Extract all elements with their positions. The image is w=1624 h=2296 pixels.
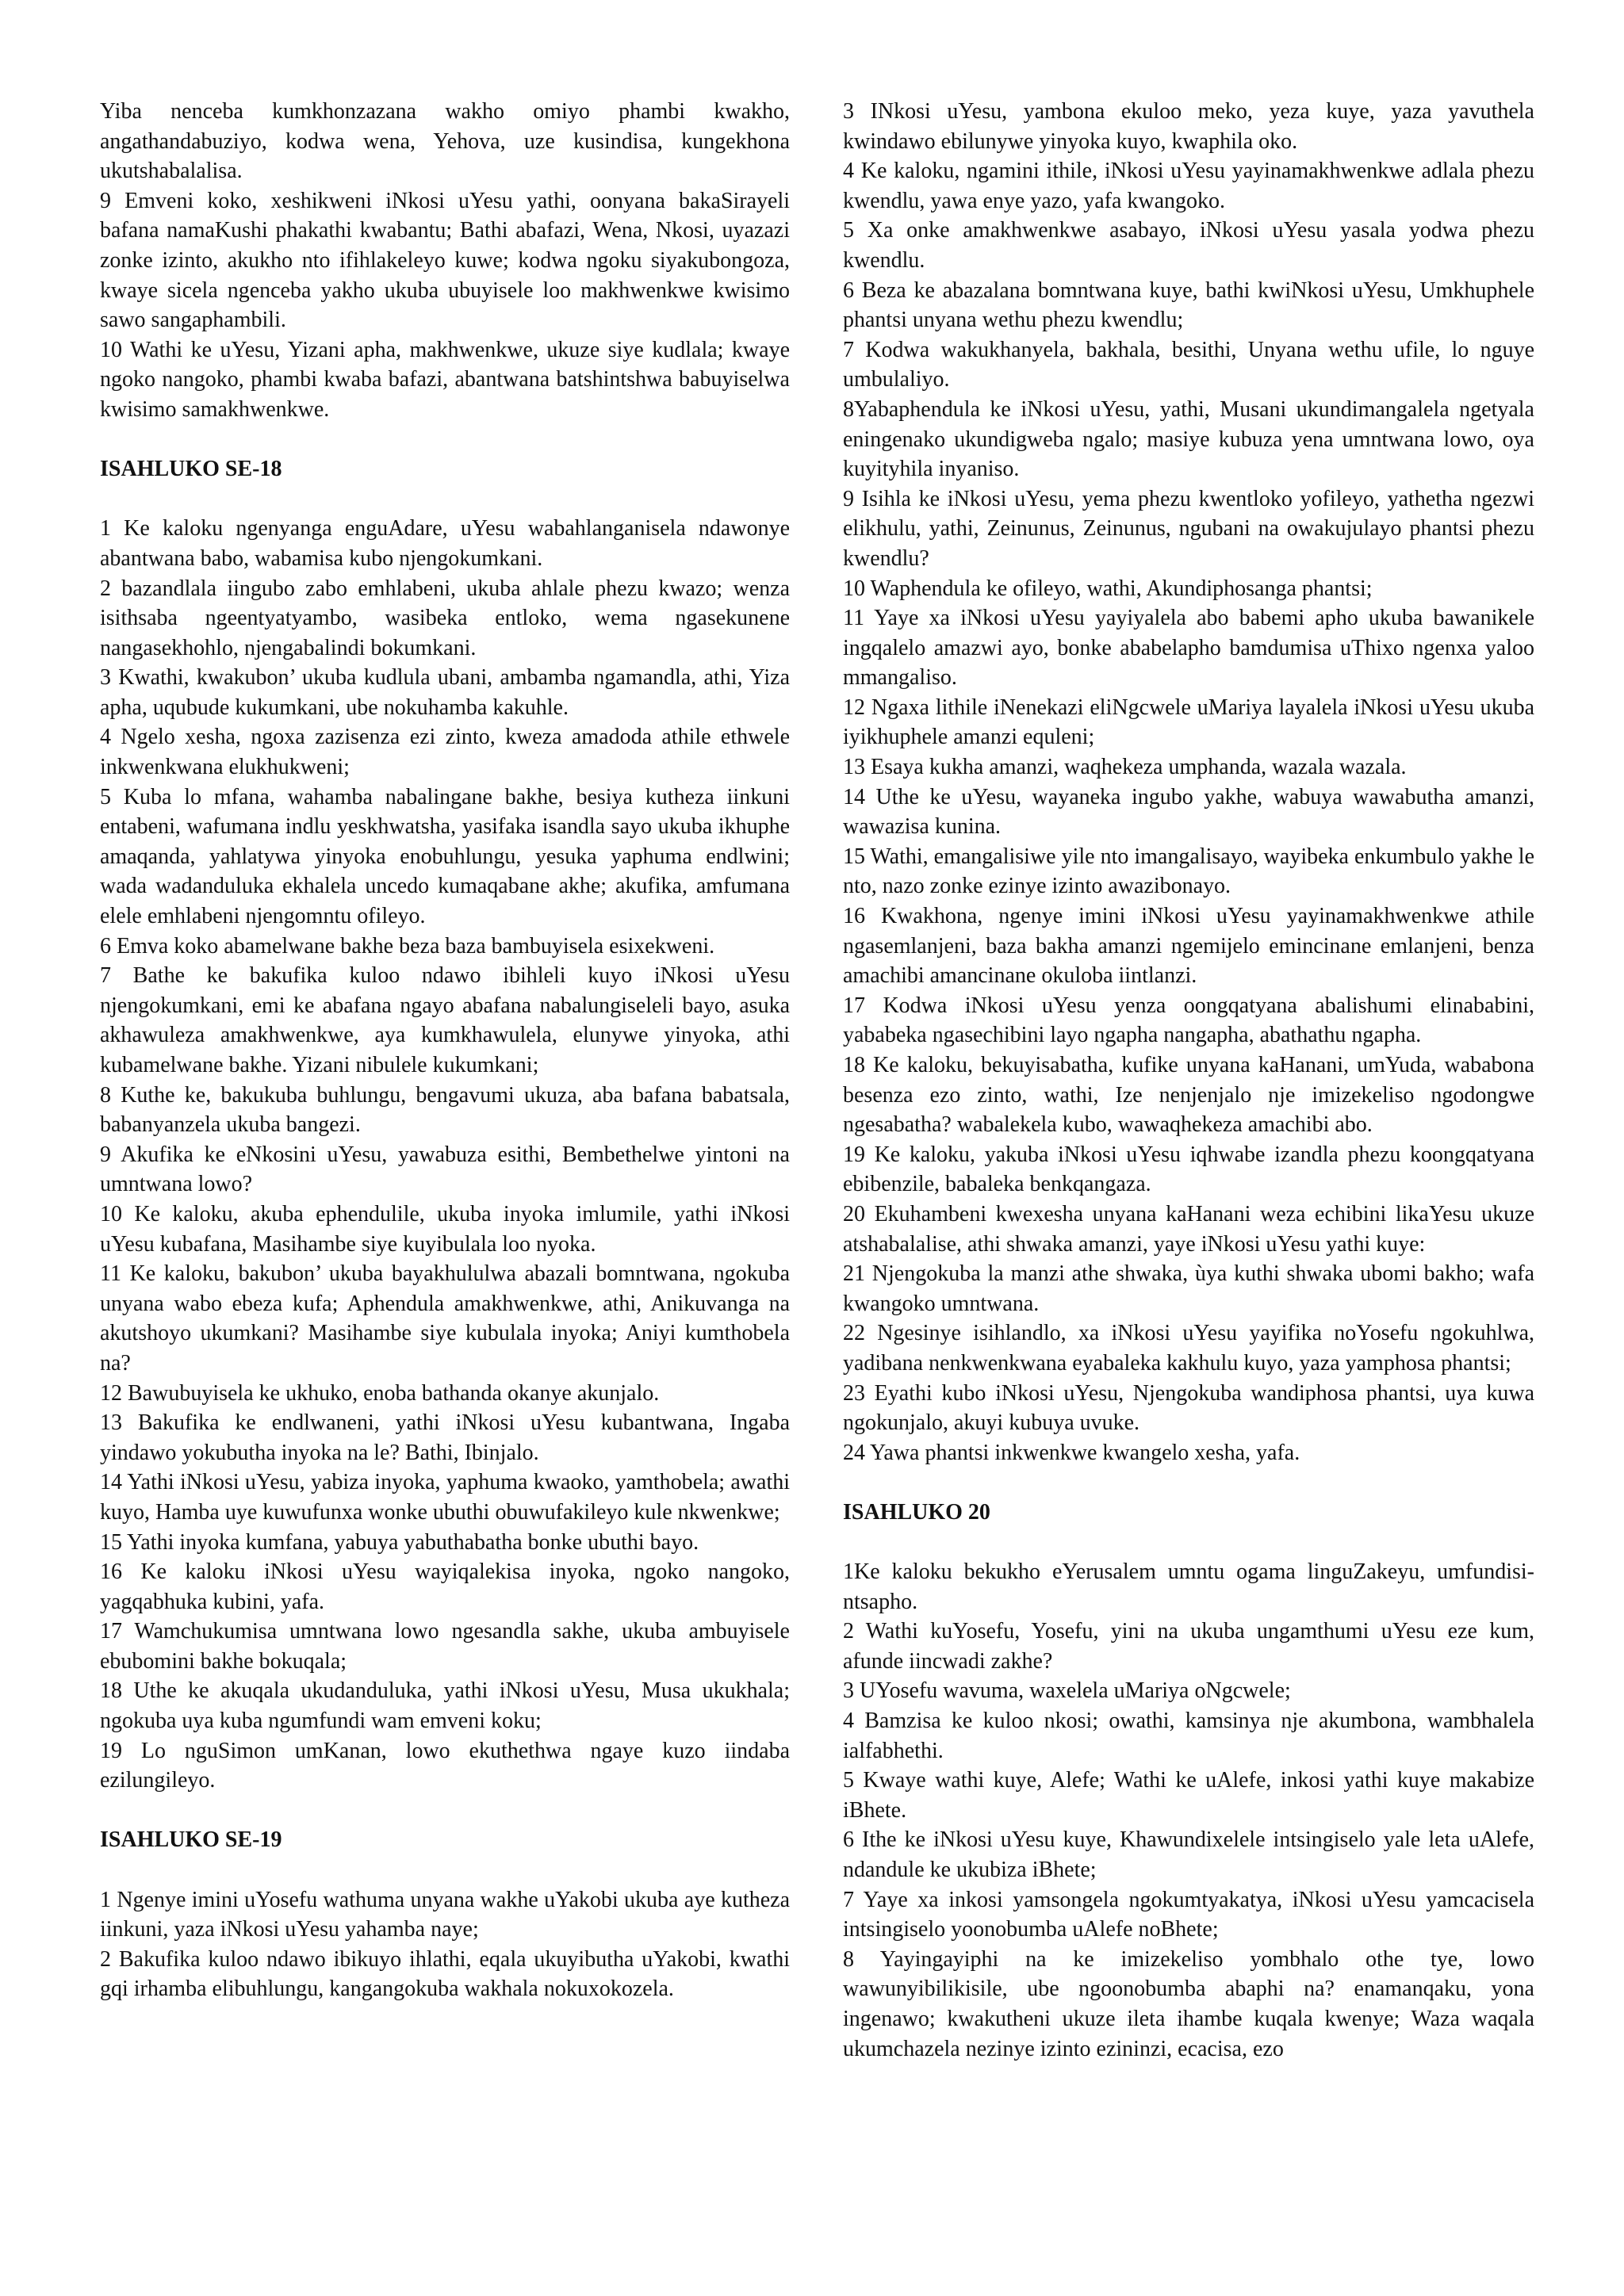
verse: 14 Yathi iNkosi uYesu, yabiza inyoka, yaphuma kwaoko, yamthobela; awathi kuyo, Hamba uye kuwufunxa wonke ubuthi obuwufakileyo kule nkwenkwe; <box>100 1470 790 1525</box>
verse: 6 Emva koko abamelwane bakhe beza baza bambuyisela esixekweni. <box>100 933 715 959</box>
verse: 8 Kuthe ke, bakukuba buhlungu, bengavumi ukuza, aba bafana babatsala, babanyanzela ukuba bangezi. <box>100 1082 790 1138</box>
verse: 8 Yayingayiphi na ke imizekeliso yombhalo othe tye, lowo wawunyibilikisile, ube ngoonobumba abaphi na? enamanqaku, yona ingenawo; kwakutheni ukuze ileta ihambe kuqala kwenye; Waza waqala ukumchazela nezinye izinto ezininzi, ecacisa, ezo <box>843 1946 1534 2061</box>
right-column <box>843 97 1534 2064</box>
verse: 19 Lo nguSimon umKanan, lowo ekuthethwa ngaye kuzo iindaba ezilungileyo. <box>100 1738 790 1793</box>
verse: 17 Kodwa iNkosi uYesu yenza oongqatyana abalishumi elinababini, yababeka ngasechibini layo ngapha nangapha, abathathu ngapha. <box>843 993 1534 1048</box>
verse: 19 Ke kaloku, yakuba iNkosi uYesu iqhwabe izandla phezu koongqatyana ebibenzile, babaleka benkqangaza. <box>843 1142 1534 1197</box>
verse: 6 Beza ke abazalana bomntwana kuye, bathi kwiNkosi uYesu, Umkhuphele phantsi unyana wethu phezu kwendlu; <box>843 277 1534 333</box>
verse: 4 Ke kaloku, ngamini ithile, iNkosi uYesu yayinamakhwenkwe adlala phezu kwendlu, yawa enye yazo, yafa kwangoko. <box>843 159 1534 213</box>
verse: 13 Esaya kukha amanzi, waqhekeza umphanda, wazala wazala. <box>843 755 1407 780</box>
verse: 3 INkosi uYesu, yambona ekuloo meko, yeza kuye, yaza yavuthela kwindawo ebilunywe yinyoka kuyo, kwaphila oko. <box>843 99 1534 154</box>
verse: 7 Bathe ke bakufika kuloo ndawo ibihleli kuyo iNkosi uYesu njengokumkani, emi ke abafana ngayo abafana nabalungiseleli bayo, asuka akhawuleza amakhwenkwe, aya kumkhawulela, elunywe yinyoka, athi kubamelwane bakhe. Yizani nibulele kukumkani; <box>100 963 790 1077</box>
verse: 11 Yaye xa iNkosi uYesu yayiyalela abo babemi apho ukuba bawanikele ingqalelo amazwi ayo, bonke ababelapho bamdumisa uThixo ngenxa yaloo mmangaliso. <box>843 606 1534 691</box>
verse: 7 Kodwa wakukhanyela, bakhala, besithi, Unyana wethu ufile, lo nguye umbulaliyo. <box>843 337 1534 392</box>
verse: 4 Ngelo xesha, ngoxa zazisenza ezi zinto, kweza amadoda athile ethwele inkwenkwana elukhukweni; <box>100 725 790 780</box>
chapter-heading: ISAHLUKO 20 <box>843 1499 990 1525</box>
verse: 9 Akufika ke eNkosini uYesu, yawabuza esithi, Bembethelwe yintoni na umntwana lowo? <box>100 1142 790 1197</box>
verse: 5 Kuba lo mfana, wahamba nabalingane bakhe, besiya kutheza iinkuni entabeni, wafumana indlu yeskhwatsha, yasifaka isandla sayo ukuba ikhuphe amaqanda, yahlatywa yinyoka enobuhlungu, yesuka yaphuma endlwini; wada wadanduluka ekhalela uncedo kumaqabane akhe; akufika, amfumana elele emhlabeni njengomntu ofileyo. <box>100 784 790 929</box>
verse: 22 Ngesinye isihlandlo, xa iNkosi uYesu yayifika noYosefu ngokuhlwa, yadibana nenkwenkwana eyabaleka kakhulu kuyo, yaza yamphosa phantsi; <box>843 1321 1534 1376</box>
verse: 6 Ithe ke iNkosi uYesu kuye, Khawundixelele intsingiselo yale leta uAlefe, ndandule ke ukubiza iBhete; <box>843 1827 1534 1883</box>
paragraph: 10 Wathi ke uYesu, Yizani apha, makhwenkwe, ukuze siye kudlala; kwaye ngoko nangoko, phambi kwaba bafazi, abantwana batshintshwa babuyiselwa kwisimo samakhwenkwe. <box>100 337 790 422</box>
verse: 3 Kwathi, kwakubon’ ukuba kudlula ubani, ambamba ngamandla, athi, Yiza apha, uqubude kukumkani, ube nokuhamba kakuhle. <box>100 665 790 720</box>
verse: 1Ke kaloku bekukho eYerusalem umntu ogama linguZakeyu, umfundisi-ntsapho. <box>843 1559 1534 1614</box>
verse: 10 Waphendula ke ofileyo, wathi, Akundiphosanga phantsi; <box>843 576 1373 601</box>
verse: 2 bazandlala iingubo zabo emhlabeni, ukuba ahlale phezu kwazo; wenza isithsaba ngeentyatyambo, wasibeka entloko, wema ngasekunene nangasekhohlo, njengabalindi bokumkani. <box>100 576 790 660</box>
verse: 14 Uthe ke uYesu, wayaneka ingubo yakhe, wabuya wawabutha amanzi, wawazisa kunina. <box>843 784 1534 840</box>
verse: 1 Ke kaloku ngenyanga enguAdare, uYesu wabahlanganisela ndawonye abantwana babo, wabamisa kubo njengokumkani. <box>100 516 790 571</box>
verse: 12 Bawubuyisela ke ukhuko, enoba bathanda okanye akunjalo. <box>100 1380 660 1406</box>
verse: 18 Ke kaloku, bekuyisabatha, kufike unyana kaHanani, umYuda, wababona besenza ezo zinto, wathi, Ize nenjenjalo nje imizekeliso ngodongwe ngesabatha? wabalekela kubo, wawaqhekeza amachibi abo. <box>843 1053 1534 1138</box>
verse: 23 Eyathi kubo iNkosi uYesu, Njengokuba wandiphosa phantsi, uya kuwa ngokunjalo, akuyi kubuya uvuke. <box>843 1380 1534 1436</box>
verse: 17 Wamchukumisa umntwana lowo ngesandla sakhe, ukuba ambuyisele ebubomini bakhe bokuqala; <box>100 1619 790 1674</box>
verse: 5 Xa onke amakhwenkwe asabayo, iNkosi uYesu yasala yodwa phezu kwendlu. <box>843 218 1534 273</box>
left-column <box>100 97 790 2004</box>
verse: 3 UYosefu wavuma, waxelela uMariya oNgcwele; <box>843 1678 1291 1704</box>
verse: 8Yabaphendula ke iNkosi uYesu, yathi, Musani ukundimangalela ngetyala eningenako ukundigweba ngalo; masiye kubuza yena umntwana lowo, oya kuyityhila inyaniso. <box>843 396 1534 482</box>
verse: 1 Ngenye imini uYosefu wathuma unyana wakhe uYakobi ukuba aye kutheza iinkuni, yaza iNkosi uYesu yahamba naye; <box>100 1887 790 1942</box>
verse: 20 Ekuhambeni kwexesha unyana kaHanani weza echibini likaYesu ukuze atshabalalise, athi shwaka amanzi, yaye iNkosi uYesu yathi kuye: <box>843 1201 1534 1257</box>
verse: 10 Ke kaloku, akuba ephendulile, ukuba inyoka imlumile, yathi iNkosi uYesu kubafana, Masihambe siye kuyibulala loo nyoka. <box>100 1201 790 1257</box>
verse: 24 Yawa phantsi inkwenkwe kwangelo xesha, yafa. <box>843 1440 1300 1465</box>
verse: 21 Njengokuba la manzi athe shwaka, ùya kuthi shwaka ubomi bakho; wafa kwangoko umntwana. <box>843 1261 1534 1316</box>
verse: 2 Wathi kuYosefu, Yosefu, yini na ukuba ungamthumi uYesu eze kum, afunde iincwadi zakhe? <box>843 1619 1534 1674</box>
verse: 18 Uthe ke akuqala ukudanduluka, yathi iNkosi uYesu, Musa ukukhala; ngokuba uya kuba ngumfundi wam emveni koku; <box>100 1678 790 1734</box>
verse: 11 Ke kaloku, bakubon’ ukuba bayakhululwa abazali bomntwana, ngokuba unyana wabo ebeza kufa; Aphendula amakhwenkwe, athi, Anikuvanga na akutshoyo ukumkani? Masihambe siye kubulala inyoka; Aniyi kumthobela na? <box>100 1261 790 1376</box>
verse: 15 Yathi inyoka kumfana, yabuya yabuthabatha bonke ubuthi bayo. <box>100 1529 699 1555</box>
paragraph: 9 Emveni koko, xeshikweni iNkosi uYesu yathi, oonyana bakaSirayeli bafana namaKushi phakathi kwabantu; Bathi abafazi, Wena, Nkosi, uyazazi zonke izinto, akukho nto ifihlakeleyo kuwe; kodwa ngoku siyakubongoza, kwaye sicela ngenceba yakho ukuba ubuyisele loo makhwenkwe kwisimo sawo sangaphambili. <box>100 188 790 333</box>
verse: 4 Bamzisa ke kuloo nkosi; owathi, kamsinya nje akumbona, wambhalela ialfabhethi. <box>843 1709 1534 1763</box>
chapter-heading: ISAHLUKO SE-18 <box>100 457 282 482</box>
verse: 13 Bakufika ke endlwaneni, yathi iNkosi uYesu kubantwana, Ingaba yindawo yokubutha inyoka na le? Bathi, Ibinjalo. <box>100 1410 790 1465</box>
paragraph: Yiba nenceba kumkhonzazana wakho omiyo phambi kwakho, angathandabuziyo, kodwa wena, Yehova, uze kusindisa, kungekhona ukutshabalalisa. <box>100 99 790 184</box>
verse: 16 Ke kaloku iNkosi uYesu wayiqalekisa inyoka, ngoko nangoko, yagqabhuka kubini, yafa. <box>100 1559 790 1614</box>
verse: 16 Kwakhona, ngenye imini iNkosi uYesu yayinamakhwenkwe athile ngasemlanjeni, baza bakha amanzi ngemijelo emincinane emlanjeni, benza amachibi amancinane okuloba iintlanzi. <box>843 904 1534 989</box>
verse: 12 Ngaxa lithile iNenekazi eliNgcwele uMariya layalela iNkosi uYesu ukuba iyikhuphele amanzi equleni; <box>843 695 1534 750</box>
chapter-heading: ISAHLUKO SE-19 <box>100 1827 282 1853</box>
verse: 5 Kwaye wathi kuye, Alefe; Wathi ke uAlefe, inkosi yathi kuye makabize iBhete. <box>843 1768 1534 1823</box>
verse: 2 Bakufika kuloo ndawo ibikuyo ihlathi, eqala ukuyibutha uYakobi, kwathi gqi irhamba elibuhlungu, kangangokuba wakhala nokuxokozela. <box>100 1946 790 2002</box>
verse: 9 Isihla ke iNkosi uYesu, yema phezu kwentloko yofileyo, yathetha ngezwi elikhulu, yathi, Zeinunus, Zeinunus, ngubani na owakujulayo phantsi phezu kwendlu? <box>843 486 1534 571</box>
verse: 7 Yaye xa inkosi yamsongela ngokumtyakatya, iNkosi uYesu yamcacisela intsingiselo yoonobumba uAlefe noBhete; <box>843 1887 1534 1942</box>
verse: 15 Wathi, emangalisiwe yile nto imangalisayo, wayibeka enkumbulo yakhe le nto, nazo zonke ezinye izinto awazibonayo. <box>843 844 1535 899</box>
